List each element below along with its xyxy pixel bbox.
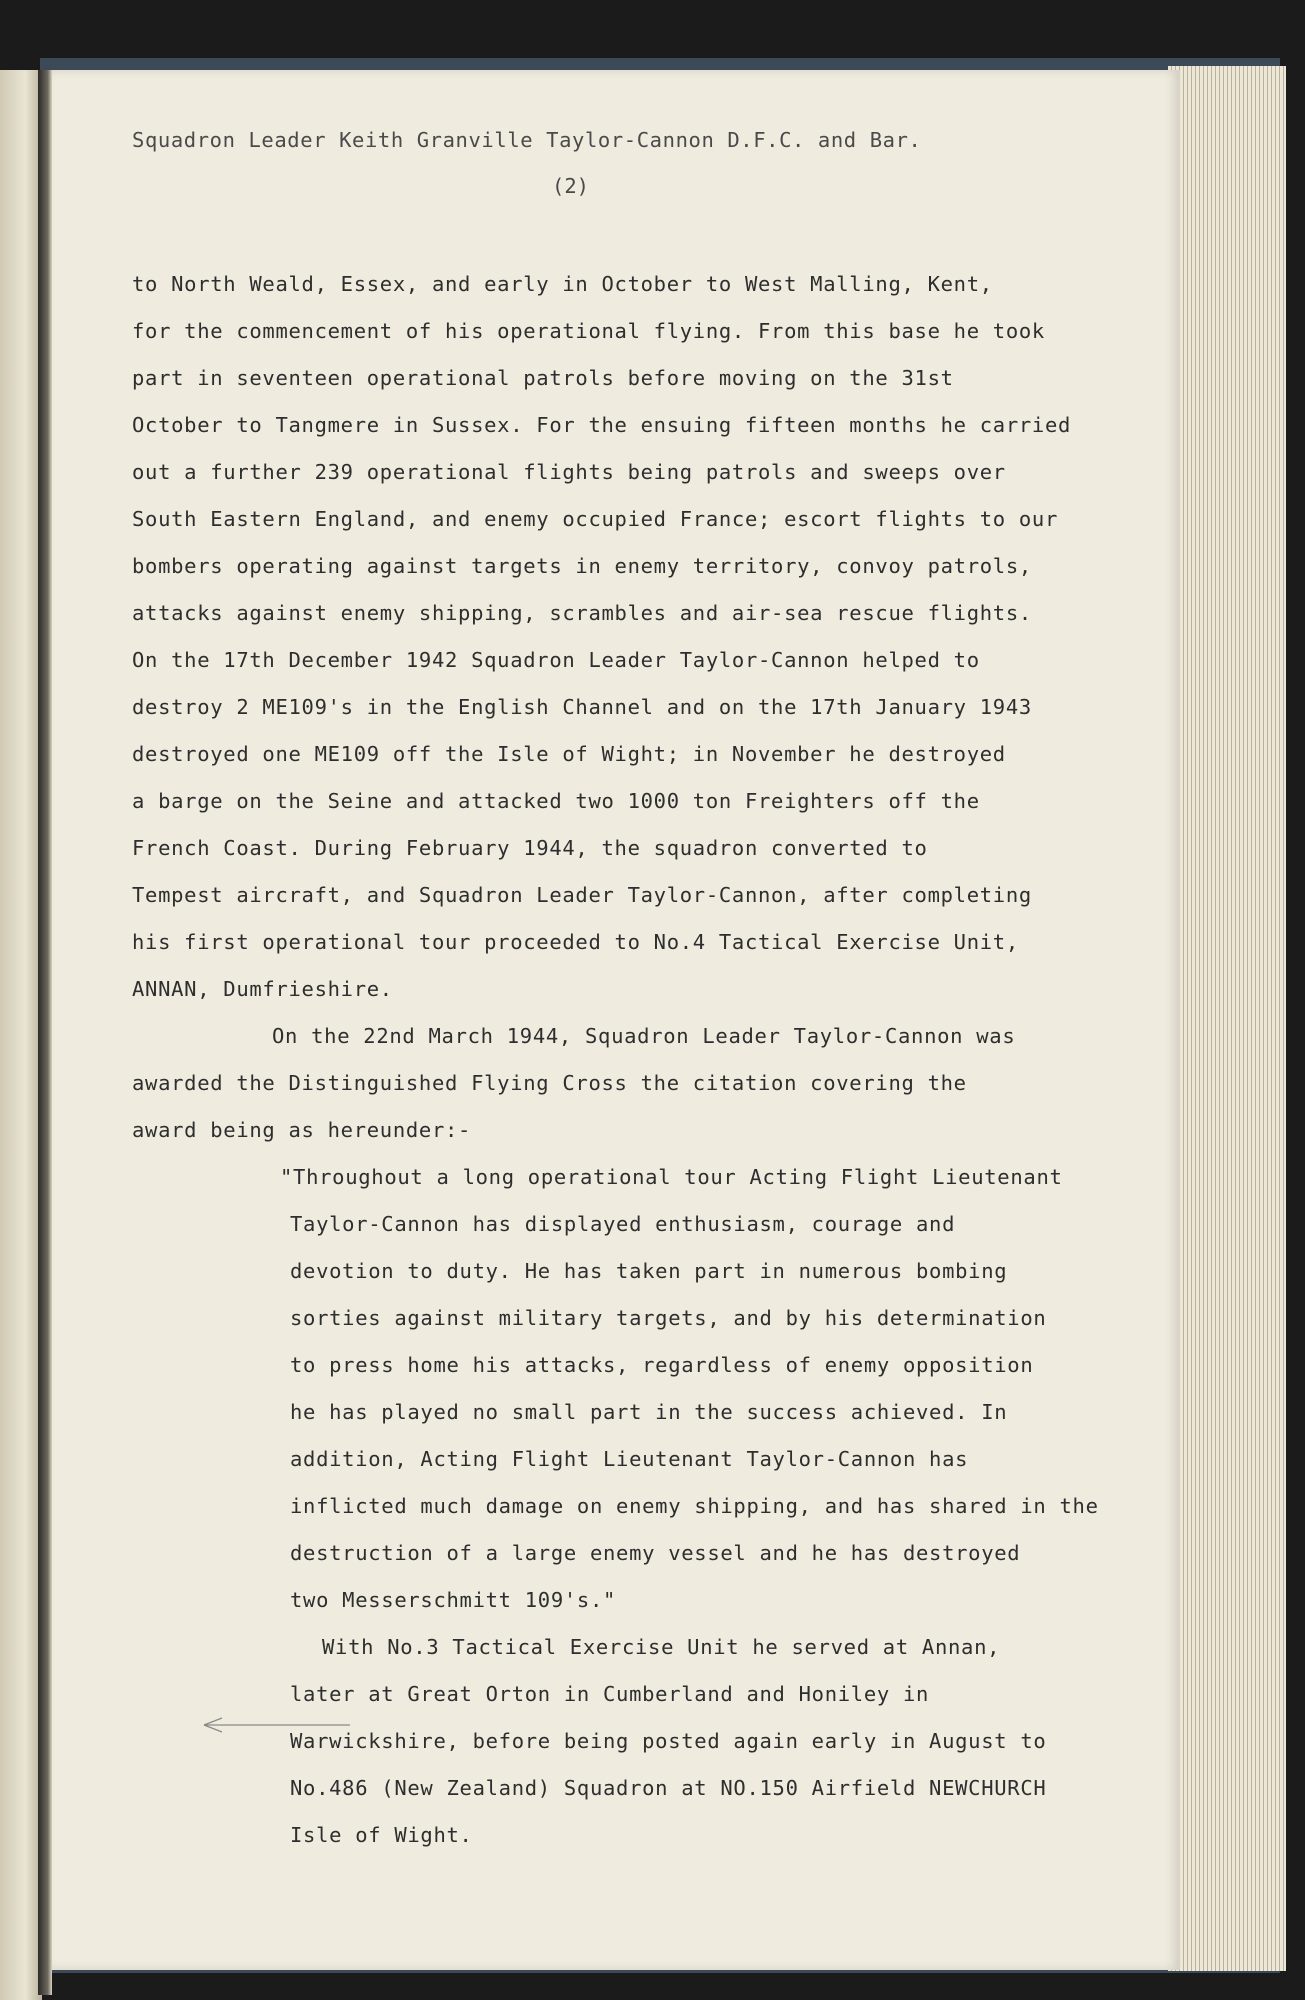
- page-number: (2): [552, 174, 590, 198]
- body-line: On the 22nd March 1944, Squadron Leader Taylor-Cannon was: [272, 1024, 1016, 1048]
- body-line: bombers operating against targets in enemy territory, convoy patrols,: [132, 554, 1032, 578]
- body-line: destroyed one ME109 off the Isle of Wight; in November he destroyed: [132, 742, 1006, 766]
- body-line: award being as hereunder:-: [132, 1118, 472, 1142]
- citation-line: "Throughout a long operational tour Acting Flight Lieutenant: [280, 1165, 1063, 1189]
- document-page: [52, 70, 1180, 1970]
- citation-line: addition, Acting Flight Lieutenant Taylor-Cannon has: [290, 1447, 969, 1471]
- body-line: to North Weald, Essex, and early in October to West Malling, Kent,: [132, 272, 993, 296]
- body-line: awarded the Distinguished Flying Cross the citation covering the: [132, 1071, 967, 1095]
- citation-line: two Messerschmitt 109's.": [290, 1588, 617, 1612]
- body-line: part in seventeen operational patrols before moving on the 31st: [132, 366, 954, 390]
- citation-line: devotion to duty. He has taken part in numerous bombing: [290, 1259, 1008, 1283]
- body-line: a barge on the Seine and attacked two 1000 ton Freighters off the: [132, 789, 980, 813]
- body-line: French Coast. During February 1944, the squadron converted to: [132, 836, 928, 860]
- body-line: later at Great Orton in Cumberland and Honiley in: [290, 1682, 930, 1706]
- body-line: Isle of Wight.: [290, 1823, 473, 1847]
- body-line: October to Tangmere in Sussex. For the ensuing fifteen months he carried: [132, 413, 1072, 437]
- body-line: for the commencement of his operational flying. From this base he took: [132, 319, 1045, 343]
- citation-line: he has played no small part in the success achieved. In: [290, 1400, 1008, 1424]
- body-line: attacks against enemy shipping, scrambles and air-sea rescue flights.: [132, 601, 1032, 625]
- book-gutter: [38, 70, 52, 1995]
- page-header: Squadron Leader Keith Granville Taylor-Cannon D.F.C. and Bar.: [132, 128, 922, 152]
- body-line: destroy 2 ME109's in the English Channel and on the 17th January 1943: [132, 695, 1032, 719]
- citation-line: Taylor-Cannon has displayed enthusiasm, courage and: [290, 1212, 956, 1236]
- citation-line: to press home his attacks, regardless of enemy opposition: [290, 1353, 1034, 1377]
- citation-line: inflicted much damage on enemy shipping, and has shared in the: [290, 1494, 1099, 1518]
- body-line: out a further 239 operational flights being patrols and sweeps over: [132, 460, 1006, 484]
- body-line: ANNAN, Dumfrieshire.: [132, 977, 393, 1001]
- body-line: Warwickshire, before being posted again early in August to: [290, 1729, 1047, 1753]
- body-line: With No.3 Tactical Exercise Unit he served at Annan,: [322, 1635, 1001, 1659]
- facing-page-edge: [0, 70, 42, 2000]
- body-line: Tempest aircraft, and Squadron Leader Taylor-Cannon, after completing: [132, 883, 1032, 907]
- body-line: No.486 (New Zealand) Squadron at NO.150 Airfield NEWCHURCH: [290, 1776, 1047, 1800]
- citation-line: sorties against military targets, and by his determination: [290, 1306, 1047, 1330]
- citation-line: destruction of a large enemy vessel and he has destroyed: [290, 1541, 1021, 1565]
- body-line: South Eastern England, and enemy occupied France; escort flights to our: [132, 507, 1058, 531]
- page-block-edge: [1168, 66, 1286, 1971]
- body-line: his first operational tour proceeded to No.4 Tactical Exercise Unit,: [132, 930, 1019, 954]
- body-line: On the 17th December 1942 Squadron Leader Taylor-Cannon helped to: [132, 648, 980, 672]
